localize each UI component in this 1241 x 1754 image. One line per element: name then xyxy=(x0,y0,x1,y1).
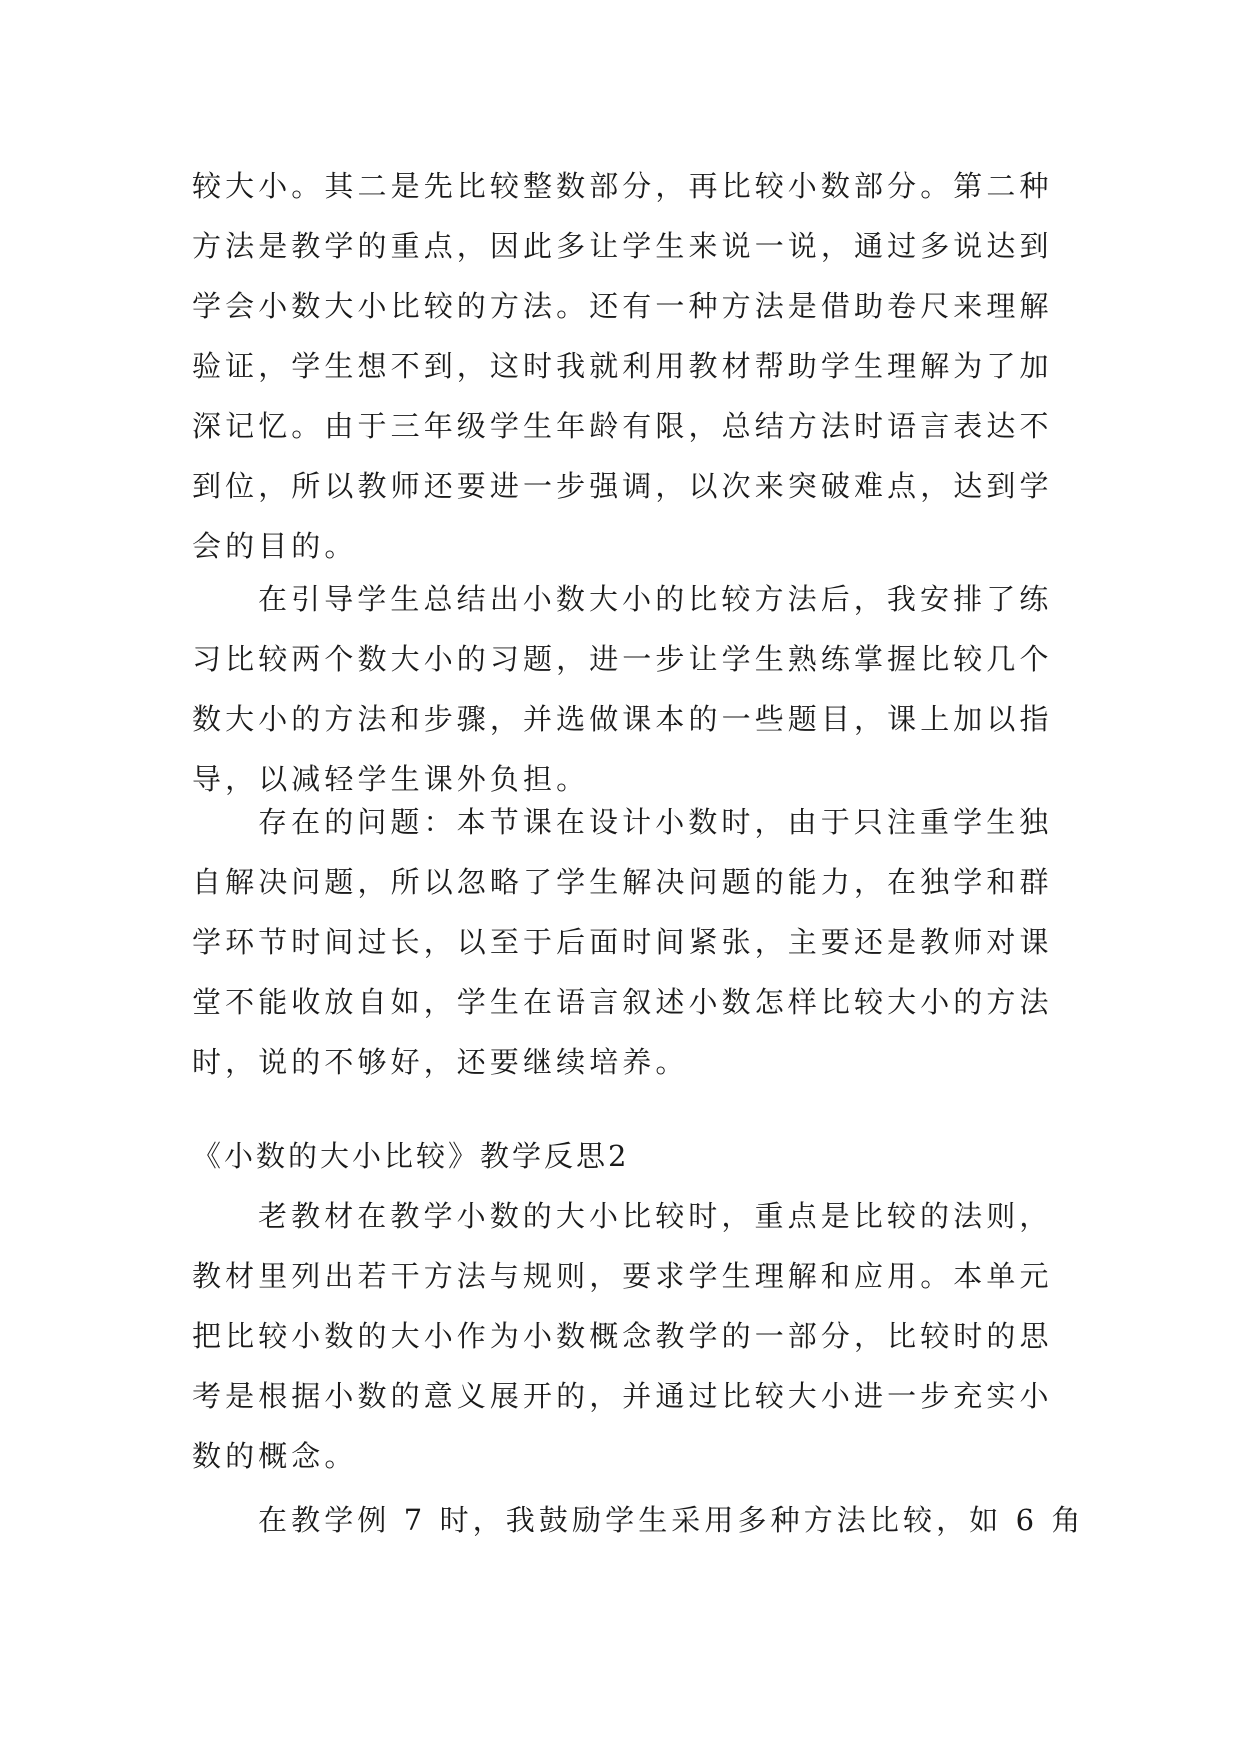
paragraph-continued xyxy=(192,156,1052,576)
paragraph-line: 数的概念。 xyxy=(192,1439,358,1473)
paragraph-line: 自解决问题，所以忽略了学生解决问题的能力，在独学和群 xyxy=(192,865,1053,899)
paragraph-line: 到位，所以教师还要进一步强调，以次来突破难点，达到学 xyxy=(192,469,1053,503)
paragraph-line: 数大小的方法和步骤，并选做课本的一些题目，课上加以指 xyxy=(192,702,1053,736)
paragraph-line: 导，以减轻学生课外负担。 xyxy=(192,762,590,796)
paragraph-line: 把比较小数的大小作为小数概念教学的一部分，比较时的思 xyxy=(192,1319,1053,1353)
paragraph-line: 习比较两个数大小的习题，进一步让学生熟练掌握比较几个 xyxy=(192,642,1053,676)
paragraph-line: 堂不能收放自如，学生在语言叙述小数怎样比较大小的方法 xyxy=(192,985,1053,1019)
paragraph-line: 较大小。其二是先比较整数部分，再比较小数部分。第二种 xyxy=(192,169,1053,203)
paragraph-line: 验证，学生想不到，这时我就利用教材帮助学生理解为了加 xyxy=(192,349,1053,383)
paragraph-practice xyxy=(192,569,1052,809)
paragraph-line: 会的目的。 xyxy=(192,529,358,563)
paragraph-line: 在引导学生总结出小数大小的比较方法后，我安排了练 xyxy=(258,582,1053,616)
paragraph-line: 学会小数大小比较的方法。还有一种方法是借助卷尺来理解 xyxy=(192,289,1053,323)
paragraph-example-7 xyxy=(192,1490,1085,1550)
paragraph-line: 方法是教学的重点，因此多让学生来说一说，通过多说达到 xyxy=(192,229,1053,263)
paragraph-line: 教材里列出若干方法与规则，要求学生理解和应用。本单元 xyxy=(192,1259,1053,1293)
paragraph-line: 时，说的不够好，还要继续培养。 xyxy=(192,1045,689,1079)
paragraph-line: 考是根据小数的意义展开的，并通过比较大小进一步充实小 xyxy=(192,1379,1053,1413)
paragraph-line: 老教材在教学小数的大小比较时，重点是比较的法则， xyxy=(258,1199,1053,1233)
paragraph-old-textbook xyxy=(192,1186,1052,1486)
paragraph-line: 学环节时间过长，以至于后面时间紧张，主要还是教师对课 xyxy=(192,925,1053,959)
paragraph-line: 在教学例 7 时，我鼓励学生采用多种方法比较，如 6 角 xyxy=(258,1503,1085,1537)
paragraph-line: 存在的问题：本节课在设计小数时，由于只注重学生独 xyxy=(258,805,1053,839)
paragraph-line: 深记忆。由于三年级学生年龄有限，总结方法时语言表达不 xyxy=(192,409,1053,443)
paragraph-problems xyxy=(192,792,1052,1092)
section-heading: 《小数的大小比较》教学反思2 xyxy=(192,1139,630,1173)
